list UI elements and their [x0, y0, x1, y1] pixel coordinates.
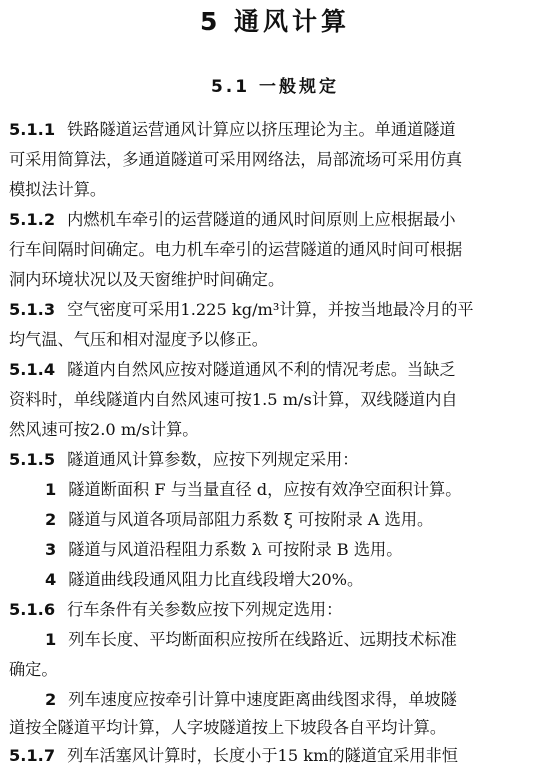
- item-text: 隧道曲线段通风阻力比直线段增大20%。: [68, 570, 364, 589]
- item-text: 隧道与风道各项局部阻力系数 ξ 可按附录 A 选用。: [68, 510, 434, 529]
- list-item: [45, 565, 541, 595]
- clause-text: 行车条件有关参数应按下列规定选用：: [67, 600, 343, 619]
- item-number: 1: [45, 480, 57, 499]
- item-text: 列车长度、平均断面积应按所在线路近、远期技术标准: [68, 630, 457, 649]
- clause-number: 5.1.1: [9, 120, 56, 139]
- clause-text: 然风速可按2.0 m/s计算。: [9, 420, 199, 439]
- item-number: 4: [45, 570, 57, 589]
- clause-text: 空气密度可采用1.225 kg/m³计算，并按当地最冷月的平: [67, 300, 474, 319]
- list-item: [45, 475, 541, 505]
- clause-text: 隧道通风计算参数，应按下列规定采用：: [67, 450, 359, 469]
- item-number: 3: [45, 540, 57, 559]
- list-item: [45, 685, 541, 715]
- clause-text: 列车活塞风计算时，长度小于15 km的隧道宜采用非恒: [67, 746, 458, 765]
- list-item: [45, 505, 541, 535]
- clause-5-1-2: [9, 205, 541, 235]
- clause-5-1-5: [9, 445, 541, 475]
- clause-5-1-6: [9, 595, 541, 625]
- chapter-title: 5 通风计算: [199, 7, 351, 36]
- clause-number: 5.1.6: [9, 600, 56, 619]
- item-text: 隧道断面积 F 与当量直径 d，应按有效净空面积计算。: [68, 480, 462, 499]
- clause-text: 资料时，单线隧道内自然风速可按1.5 m/s计算，双线隧道内自: [9, 390, 458, 409]
- clause-text: 均气温、气压和相对湿度予以修正。: [9, 330, 268, 349]
- item-text: 列车速度应按牵引计算中速度距离曲线图求得，单坡隧: [68, 690, 457, 709]
- clause-5-1-1: [9, 115, 541, 145]
- clause-number: 5.1.5: [9, 450, 56, 469]
- clause-5-1-4: [9, 355, 541, 385]
- clause-5-1-3: [9, 295, 541, 325]
- clause-number: 5.1.2: [9, 210, 56, 229]
- clause-text: 隧道内自然风应按对隧道通风不利的情况考虑。当缺乏: [67, 360, 456, 379]
- item-number: 1: [45, 630, 57, 649]
- clause-number: 5.1.7: [9, 746, 56, 765]
- clause-text: 可采用简算法，多通道隧道可采用网络法，局部流场可采用仿真: [9, 150, 463, 169]
- list-item: [45, 535, 541, 565]
- item-number: 2: [45, 510, 57, 529]
- item-text: 隧道与风道沿程阻力系数 λ 可按附录 B 选用。: [68, 540, 403, 559]
- item-text: 道按全隧道平均计算，人字坡隧道按上下坡段各自平均计算。: [9, 718, 447, 737]
- clause-text: 模拟法计算。: [9, 180, 107, 199]
- clause-text: 内燃机车牵引的运营隧道的通风时间原则上应根据最小: [67, 210, 456, 229]
- clause-text: 洞内环境状况以及天窗维护时间确定。: [9, 270, 285, 289]
- clause-number: 5.1.3: [9, 300, 56, 319]
- section-title: 5.1 一般规定: [210, 77, 340, 97]
- clause-text: 行车间隔时间确定。电力机车牵引的运营隧道的通风时间可根据: [9, 240, 463, 259]
- list-item: [45, 625, 541, 655]
- item-number: 2: [45, 690, 57, 709]
- clause-text: 铁路隧道运营通风计算应以挤压理论为主。单通道隧道: [67, 120, 456, 139]
- item-text: 确定。: [9, 660, 58, 679]
- clause-number: 5.1.4: [9, 360, 56, 379]
